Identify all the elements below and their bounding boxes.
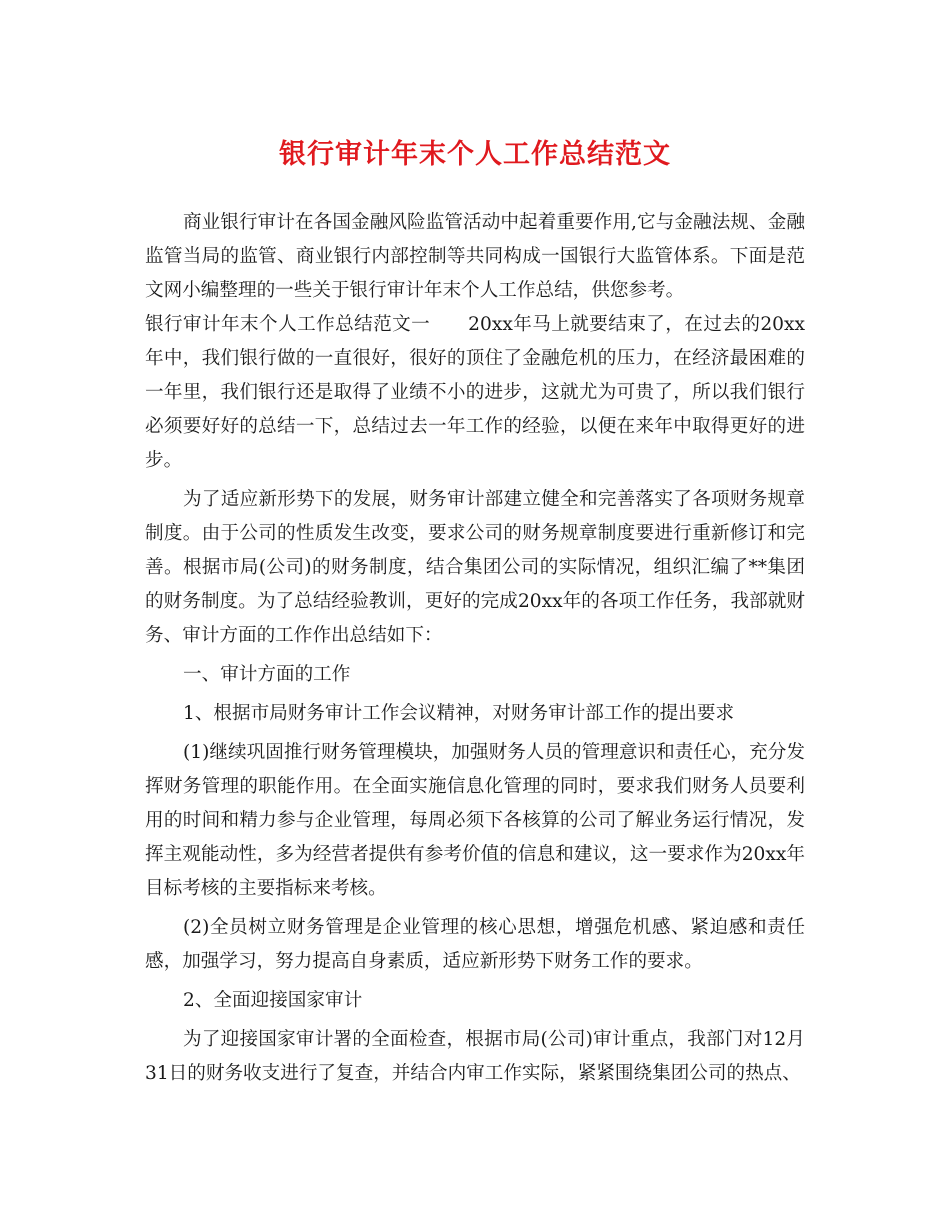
list-item-2: (2)全员树立财务管理是企业管理的核心思想，增强危机感、紧迫感和责任感，加强学习，努力提高自身素质，适应新形势下财务工作的要求。	[145, 917, 805, 972]
subsection-heading-2: 2、全面迎接国家审计	[183, 990, 363, 1011]
document-body	[145, 206, 805, 1091]
document-title: 银行审计年末个人工作总结范文	[279, 139, 671, 170]
section-heading-audit: 一、审计方面的工作	[183, 664, 351, 685]
paragraph-finance-rules: 为了适应新形势下的发展，财务审计部建立健全和完善落实了各项财务规章制度。由于公司的性质发生改变，要求公司的财务规章制度要进行重新修订和完善。根据市局(公司)的财务制度，结合集团公司的实际情况，组织汇编了**集团的财务制度。为了总结经验教训，更好的完成20xx年的各项工作任务，我部就财务、审计方面的工作作出总结如下：	[145, 489, 805, 646]
paragraph-summary-one: 银行审计年末个人工作总结范文一 20xx年马上就要结束了，在过去的20xx年中，我们银行做的一直很好，很好的顶住了金融危机的压力，在经济最困难的一年里，我们银行还是取得了业绩不小的进步，这就尤为可贵了，所以我们银行必须要好好的总结一下，总结过去一年工作的经验，以便在来年中取得更好的进步。	[145, 314, 805, 471]
paragraph-national-audit: 为了迎接国家审计署的全面检查，根据市局(公司)审计重点，我部门对12月31日的财务收支进行了复查，并结合内审工作实际，紧紧围绕集团公司的热点、	[145, 1029, 805, 1084]
intro-paragraph: 商业银行审计在各国金融风险监管活动中起着重要作用,它与金融法规、金融监管当局的监管、商业银行内部控制等共同构成一国银行大监管体系。下面是范文网小编整理的一些关于银行审计年末个人工作总结，供您参考。	[145, 212, 805, 301]
subsection-heading-1: 1、根据市局财务审计工作会议精神，对财务审计部工作的提出要求	[183, 703, 735, 724]
list-item-1: (1)继续巩固推行财务管理模块，加强财务人员的管理意识和责任心，充分发挥财务管理的职能作用。在全面实施信息化管理的同时，要求我们财务人员要利用的时间和精力参与企业管理，每周必须下各核算的公司了解业务运行情况，发挥主观能动性，多为经营者提供有参考价值的信息和建议，这一要求作为20xx年目标考核的主要指标来考核。	[145, 742, 805, 899]
